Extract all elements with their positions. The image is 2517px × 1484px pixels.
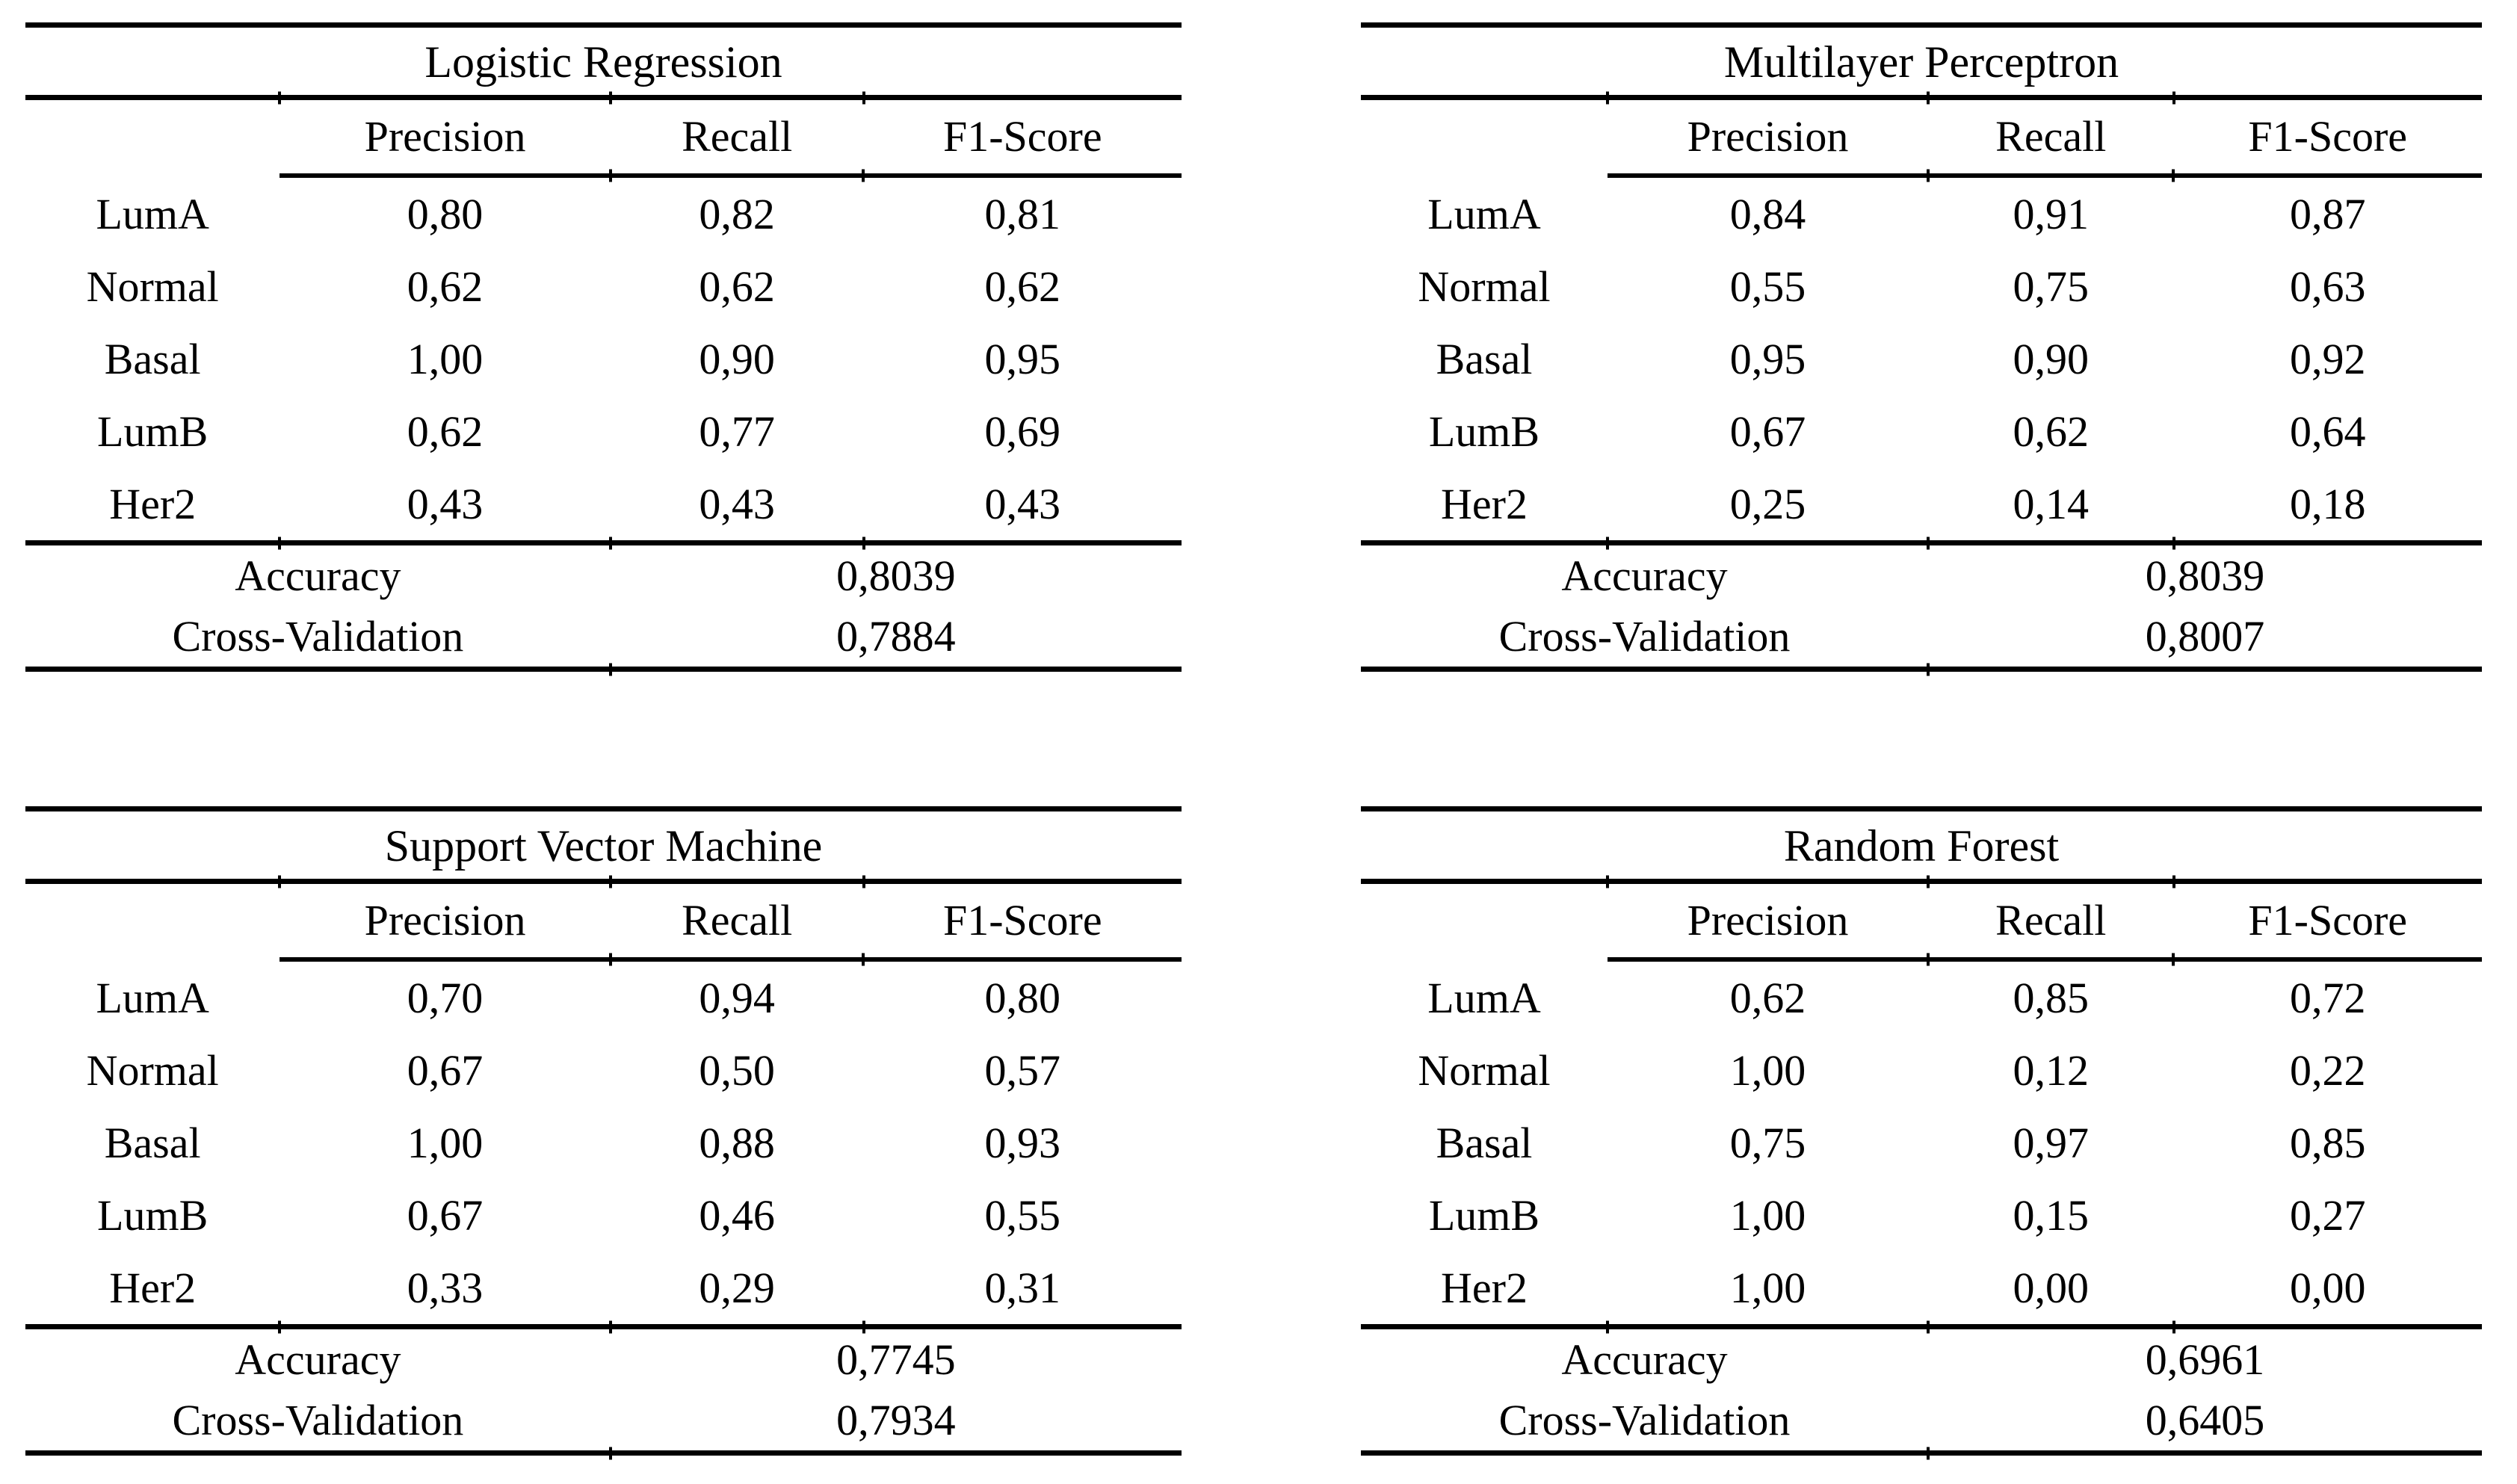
precision-value: 0,95 xyxy=(1729,334,1806,383)
header-f1-score: F1-Score xyxy=(2248,896,2408,944)
summary-value: 0,6405 xyxy=(2145,1395,2265,1444)
table-title: Logistic Regression xyxy=(424,37,782,87)
recall-value: 0,91 xyxy=(2013,189,2089,238)
f1-value: 0,62 xyxy=(984,262,1060,311)
table-row-normal xyxy=(25,250,1182,323)
column-tick xyxy=(2172,91,2175,104)
row-label: LumA xyxy=(1427,973,1541,1022)
recall-value: 0,88 xyxy=(699,1118,775,1167)
table-row-basal xyxy=(25,1107,1182,1179)
table-row-her2 xyxy=(1361,468,2482,540)
accuracy-row xyxy=(1361,1329,2482,1390)
header-row xyxy=(25,100,1182,173)
f1-value: 0,27 xyxy=(2290,1190,2366,1240)
f1-value: 0,63 xyxy=(2290,262,2366,311)
row-label: Her2 xyxy=(109,479,197,528)
table-row-luma xyxy=(1361,178,2482,250)
recall-value: 0,00 xyxy=(2013,1263,2089,1312)
summary-label: Cross-Validation xyxy=(172,611,464,661)
row-label: Normal xyxy=(86,262,219,311)
f1-value: 0,00 xyxy=(2290,1263,2366,1312)
summary-label: Cross-Validation xyxy=(1498,1395,1791,1444)
precision-value: 0,55 xyxy=(1729,262,1806,311)
summary-rule xyxy=(1361,1324,2482,1329)
f1-value: 0,55 xyxy=(984,1190,1060,1240)
recall-value: 0,90 xyxy=(699,334,775,383)
row-label: Normal xyxy=(86,1045,219,1095)
recall-value: 0,14 xyxy=(2013,479,2089,528)
header-recall: Recall xyxy=(1995,112,2107,161)
header-precision: Precision xyxy=(1687,112,1849,161)
column-tick xyxy=(609,91,612,104)
precision-value: 0,80 xyxy=(407,189,484,238)
table-row-luma xyxy=(25,178,1182,250)
precision-value: 1,00 xyxy=(1729,1263,1806,1312)
row-label: Basal xyxy=(104,1118,201,1167)
column-tick xyxy=(862,1320,865,1333)
column-tick xyxy=(862,170,865,182)
row-label: LumB xyxy=(1428,406,1540,456)
header-precision: Precision xyxy=(364,112,526,161)
precision-value: 0,33 xyxy=(407,1263,484,1312)
column-tick xyxy=(1606,875,1609,888)
header-rule xyxy=(280,173,1182,178)
column-tick xyxy=(278,875,281,888)
row-label: Basal xyxy=(1436,334,1533,383)
table-row-lumb xyxy=(1361,395,2482,468)
f1-value: 0,43 xyxy=(984,479,1060,528)
summary-value: 0,6961 xyxy=(2145,1335,2265,1384)
cross-validation-row xyxy=(1361,606,2482,667)
f1-value: 0,85 xyxy=(2290,1118,2366,1167)
header-recall: Recall xyxy=(682,896,793,944)
summary-label: Cross-Validation xyxy=(1498,611,1791,661)
header-rule xyxy=(1608,173,2482,178)
table-title: Support Vector Machine xyxy=(384,821,823,871)
row-label: LumB xyxy=(97,406,209,456)
precision-value: 1,00 xyxy=(1729,1190,1806,1240)
header-recall: Recall xyxy=(682,112,793,161)
bottom-rule xyxy=(25,667,1182,672)
column-tick xyxy=(1606,1320,1609,1333)
summary-value: 0,7745 xyxy=(836,1335,956,1384)
accuracy-row xyxy=(1361,545,2482,606)
column-tick xyxy=(1927,537,1930,549)
top-rule xyxy=(25,22,1182,28)
column-tick xyxy=(278,537,281,549)
column-tick xyxy=(862,537,865,549)
support-vector-machine-table xyxy=(25,806,1182,1456)
summary-label: Accuracy xyxy=(235,551,401,600)
header-precision: Precision xyxy=(1687,896,1849,944)
top-rule xyxy=(1361,806,2482,811)
accuracy-row xyxy=(25,1329,1182,1390)
cross-validation-row xyxy=(1361,1390,2482,1450)
recall-value: 0,43 xyxy=(699,479,775,528)
f1-value: 0,95 xyxy=(984,334,1060,383)
table-row-luma xyxy=(25,962,1182,1034)
recall-value: 0,50 xyxy=(699,1045,775,1095)
header-f1-score: F1-Score xyxy=(942,896,1102,944)
bottom-rule xyxy=(25,1450,1182,1456)
random-forest-table xyxy=(1361,806,2482,1456)
precision-value: 0,25 xyxy=(1729,479,1806,528)
row-label: Her2 xyxy=(1441,1263,1528,1312)
row-label: Her2 xyxy=(109,1263,197,1312)
recall-value: 0,90 xyxy=(2013,334,2089,383)
column-tick xyxy=(609,1320,612,1333)
precision-value: 1,00 xyxy=(407,334,484,383)
f1-value: 0,57 xyxy=(984,1045,1060,1095)
column-tick xyxy=(862,875,865,888)
header-recall: Recall xyxy=(1995,896,2107,944)
row-label: Basal xyxy=(1436,1118,1533,1167)
f1-value: 0,22 xyxy=(2290,1045,2366,1095)
recall-value: 0,77 xyxy=(699,406,775,456)
header-precision: Precision xyxy=(364,896,526,944)
header-row xyxy=(1361,100,2482,173)
header-row xyxy=(1361,884,2482,957)
column-tick xyxy=(2172,1320,2175,1333)
table-row-her2 xyxy=(25,468,1182,540)
table-row-basal xyxy=(1361,1107,2482,1179)
f1-value: 0,87 xyxy=(2290,189,2366,238)
column-tick xyxy=(278,91,281,104)
bottom-rule xyxy=(1361,667,2482,672)
column-tick xyxy=(609,663,612,675)
logistic-regression-table xyxy=(25,22,1182,672)
f1-value: 0,31 xyxy=(984,1263,1060,1312)
precision-value: 1,00 xyxy=(407,1118,484,1167)
recall-value: 0,75 xyxy=(2013,262,2089,311)
column-tick xyxy=(1927,1447,1930,1459)
column-tick xyxy=(1927,953,1930,966)
table-row-lumb xyxy=(1361,1179,2482,1252)
table-title: Multilayer Perceptron xyxy=(1723,37,2119,87)
title-rule xyxy=(25,95,1182,100)
column-tick xyxy=(2172,953,2175,966)
header-row xyxy=(25,884,1182,957)
row-label: LumB xyxy=(1428,1190,1540,1240)
summary-value: 0,8007 xyxy=(2145,611,2265,661)
f1-value: 0,81 xyxy=(984,189,1060,238)
f1-value: 0,92 xyxy=(2290,334,2366,383)
recall-value: 0,85 xyxy=(2013,973,2089,1022)
precision-value: 0,67 xyxy=(407,1045,484,1095)
summary-rule xyxy=(1361,540,2482,545)
f1-value: 0,72 xyxy=(2290,973,2366,1022)
header-f1-score: F1-Score xyxy=(2248,112,2408,161)
bottom-rule xyxy=(1361,1450,2482,1456)
column-tick xyxy=(1927,170,1930,182)
column-tick xyxy=(609,170,612,182)
row-label: Basal xyxy=(104,334,201,383)
summary-label: Accuracy xyxy=(235,1335,401,1384)
column-tick xyxy=(2172,875,2175,888)
f1-value: 0,64 xyxy=(2290,406,2366,456)
row-label: LumA xyxy=(96,189,209,238)
table-row-luma xyxy=(1361,962,2482,1034)
summary-label: Cross-Validation xyxy=(172,1395,464,1444)
recall-value: 0,94 xyxy=(699,973,775,1022)
column-tick xyxy=(2172,537,2175,549)
row-label: Her2 xyxy=(1441,479,1528,528)
table-row-basal xyxy=(25,323,1182,395)
recall-value: 0,46 xyxy=(699,1190,775,1240)
recall-value: 0,62 xyxy=(2013,406,2089,456)
summary-rule xyxy=(25,540,1182,545)
recall-value: 0,97 xyxy=(2013,1118,2089,1167)
recall-value: 0,29 xyxy=(699,1263,775,1312)
precision-value: 0,67 xyxy=(407,1190,484,1240)
multilayer-perceptron-table xyxy=(1361,22,2482,672)
column-tick xyxy=(609,875,612,888)
recall-value: 0,82 xyxy=(699,189,775,238)
row-label: Normal xyxy=(1418,1045,1551,1095)
precision-value: 0,43 xyxy=(407,479,484,528)
summary-label: Accuracy xyxy=(1561,551,1728,600)
precision-value: 0,62 xyxy=(1729,973,1806,1022)
table-row-normal xyxy=(1361,1034,2482,1107)
header-f1-score: F1-Score xyxy=(942,112,1102,161)
precision-value: 0,62 xyxy=(407,262,484,311)
accuracy-row xyxy=(25,545,1182,606)
f1-value: 0,18 xyxy=(2290,479,2366,528)
column-tick xyxy=(609,1447,612,1459)
table-row-basal xyxy=(1361,323,2482,395)
summary-value: 0,7934 xyxy=(836,1395,956,1444)
column-tick xyxy=(609,953,612,966)
table-row-normal xyxy=(1361,250,2482,323)
f1-value: 0,93 xyxy=(984,1118,1060,1167)
metrics-tables-grid xyxy=(25,22,2517,1456)
table-row-normal xyxy=(25,1034,1182,1107)
column-tick xyxy=(862,91,865,104)
top-rule xyxy=(1361,22,2482,28)
precision-value: 0,70 xyxy=(407,973,484,1022)
f1-value: 0,80 xyxy=(984,973,1060,1022)
column-tick xyxy=(862,953,865,966)
title-rule xyxy=(25,879,1182,884)
column-tick xyxy=(1606,91,1609,104)
column-tick xyxy=(1927,875,1930,888)
precision-value: 0,67 xyxy=(1729,406,1806,456)
column-tick xyxy=(609,537,612,549)
f1-value: 0,69 xyxy=(984,406,1060,456)
recall-value: 0,62 xyxy=(699,262,775,311)
summary-value: 0,7884 xyxy=(836,611,956,661)
table-title: Random Forest xyxy=(1783,821,2060,871)
column-tick xyxy=(1606,537,1609,549)
table-row-lumb xyxy=(25,1179,1182,1252)
row-label: LumB xyxy=(97,1190,209,1240)
precision-value: 0,62 xyxy=(407,406,484,456)
column-tick xyxy=(1927,663,1930,675)
recall-value: 0,15 xyxy=(2013,1190,2089,1240)
row-label: Normal xyxy=(1418,262,1551,311)
header-rule xyxy=(280,957,1182,962)
summary-label: Accuracy xyxy=(1561,1335,1728,1384)
title-rule xyxy=(1361,879,2482,884)
top-rule xyxy=(25,806,1182,811)
table-row-her2 xyxy=(25,1252,1182,1324)
row-label: LumA xyxy=(96,973,209,1022)
column-tick xyxy=(278,1320,281,1333)
title-rule xyxy=(1361,95,2482,100)
precision-value: 0,75 xyxy=(1729,1118,1806,1167)
summary-value: 0,8039 xyxy=(2145,551,2265,600)
precision-value: 0,84 xyxy=(1729,189,1806,238)
cross-validation-row xyxy=(25,1390,1182,1450)
precision-value: 1,00 xyxy=(1729,1045,1806,1095)
summary-rule xyxy=(25,1324,1182,1329)
header-rule xyxy=(1608,957,2482,962)
cross-validation-row xyxy=(25,606,1182,667)
table-row-lumb xyxy=(25,395,1182,468)
column-tick xyxy=(1927,1320,1930,1333)
recall-value: 0,12 xyxy=(2013,1045,2089,1095)
column-tick xyxy=(1927,91,1930,104)
column-tick xyxy=(2172,170,2175,182)
table-row-her2 xyxy=(1361,1252,2482,1324)
row-label: LumA xyxy=(1427,189,1541,238)
summary-value: 0,8039 xyxy=(836,551,956,600)
